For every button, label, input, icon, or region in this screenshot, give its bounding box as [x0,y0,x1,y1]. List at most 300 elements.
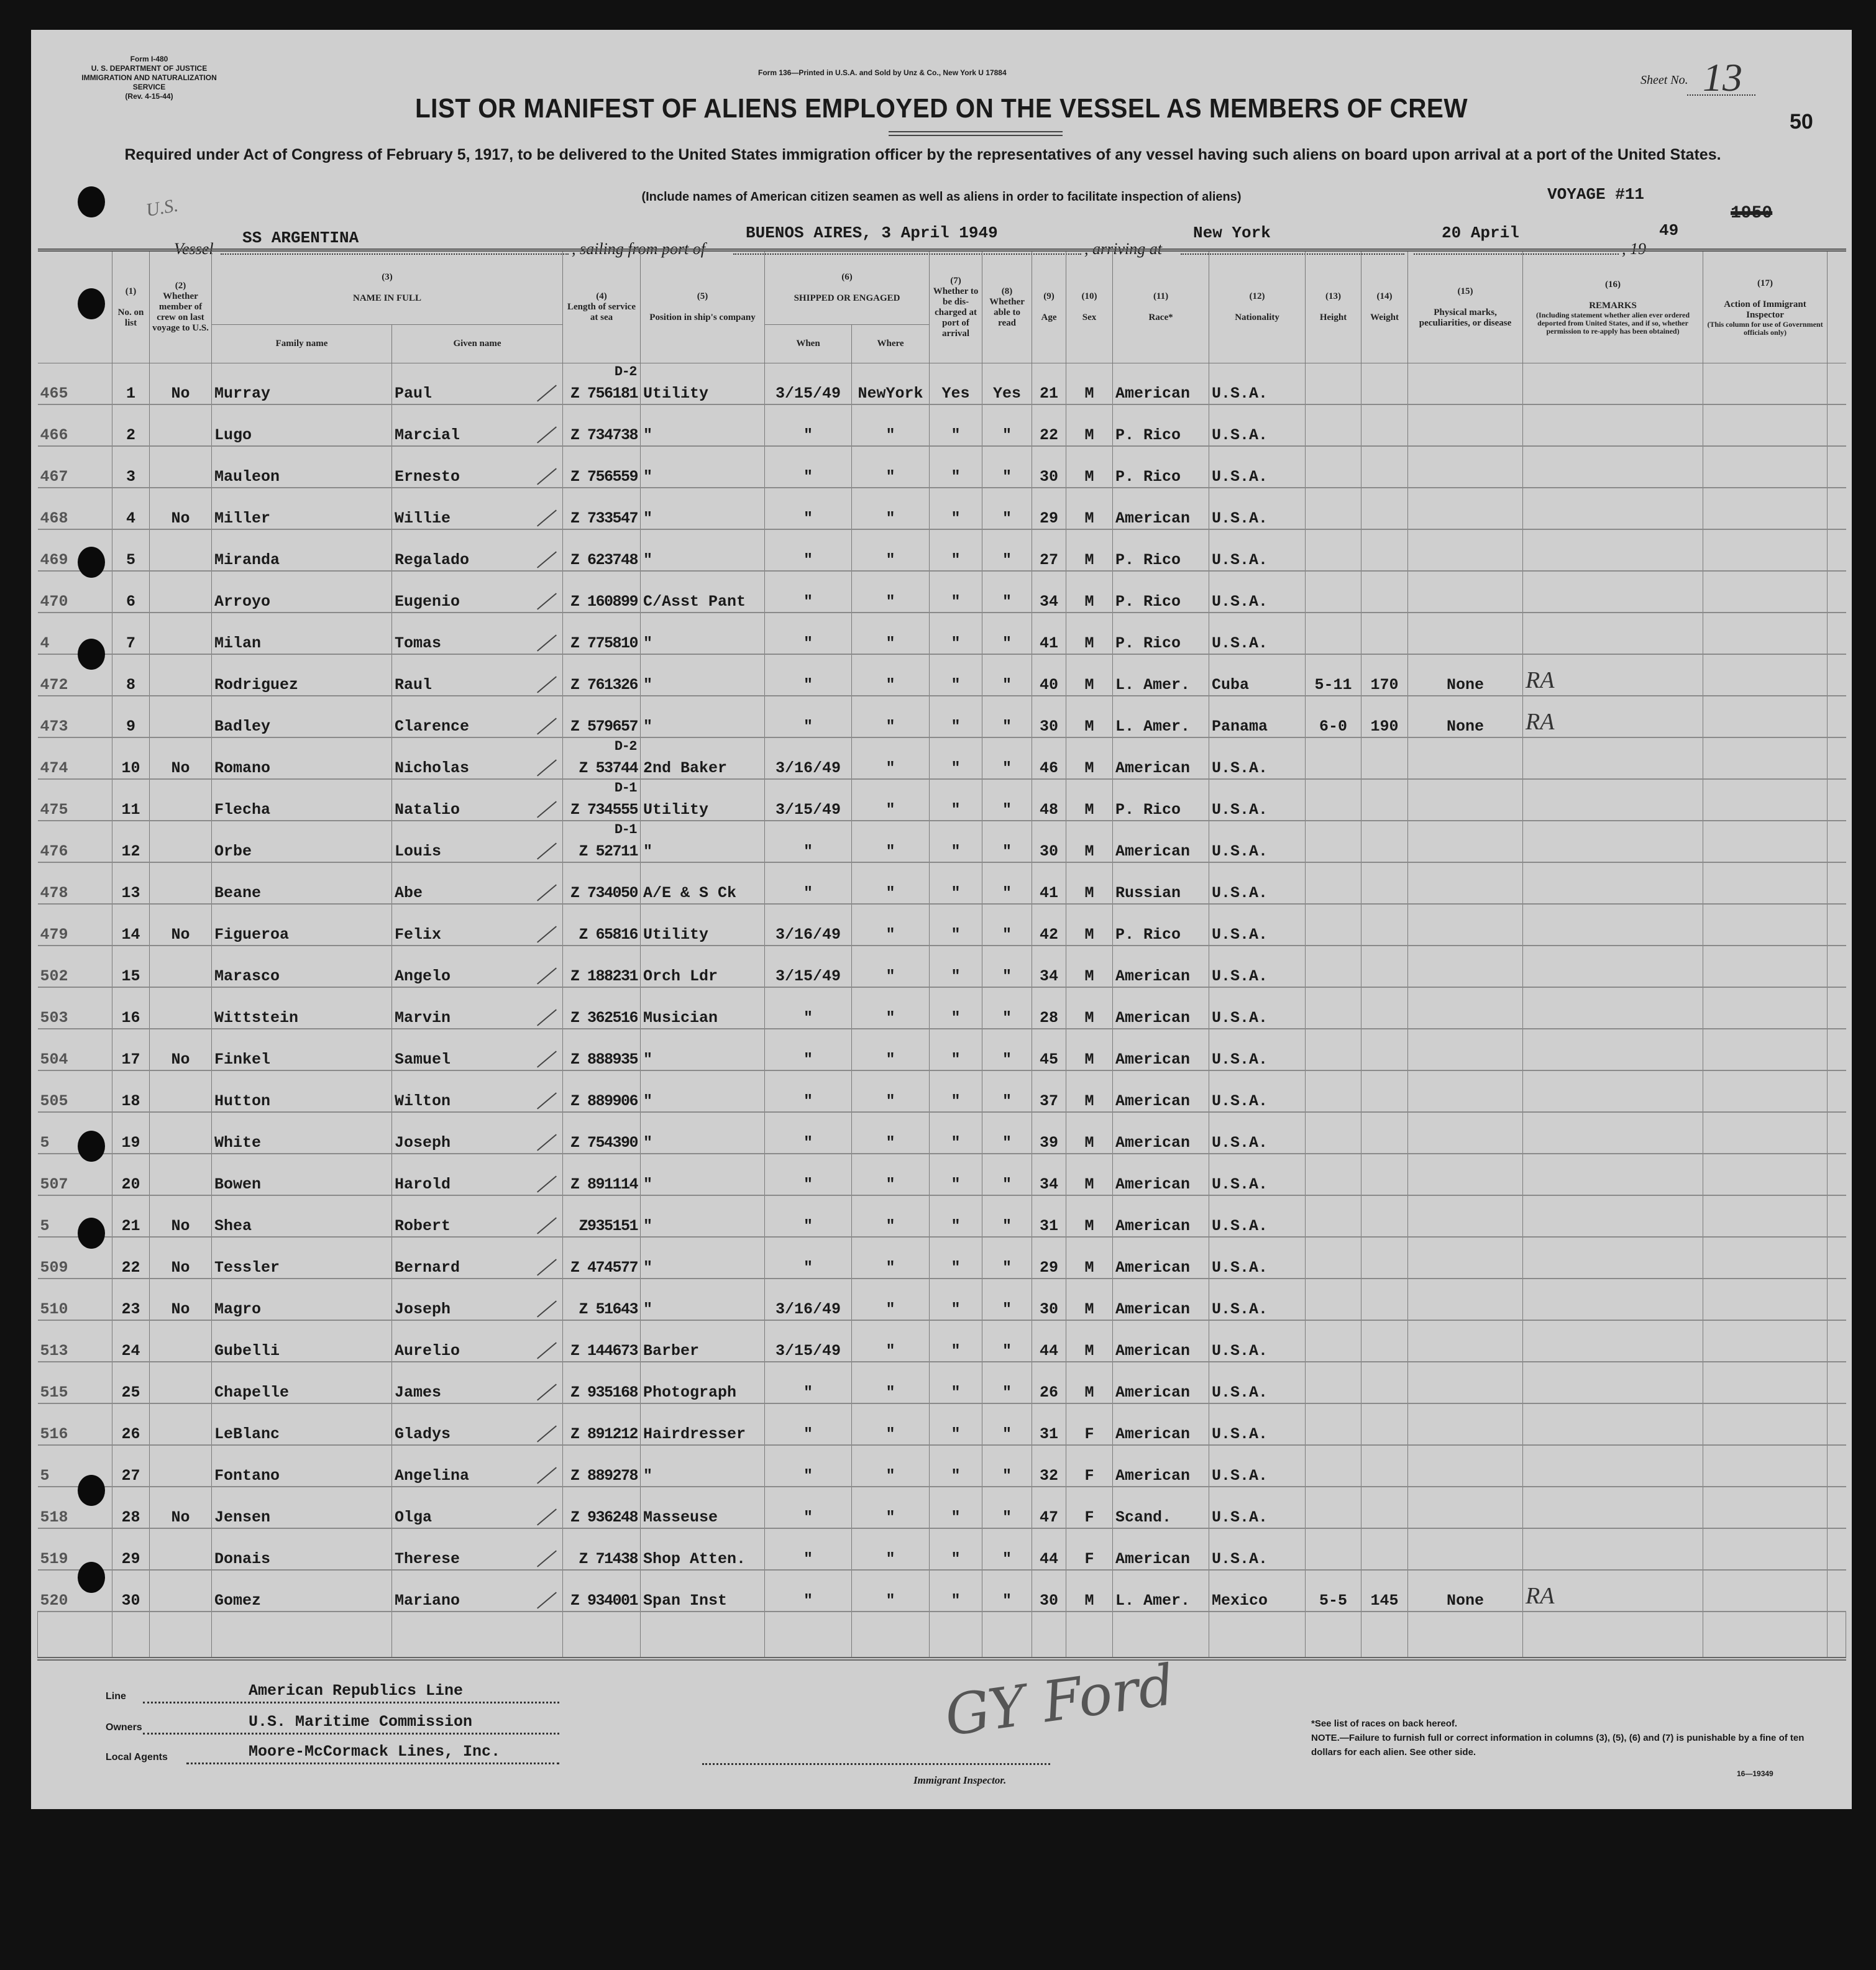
table-row [38,363,1846,405]
shipped-where-cell: " [852,404,930,446]
empty-cell [1113,1612,1209,1659]
shipped-where-cell: " [852,1112,930,1154]
able-to-read-cell: " [982,654,1032,696]
line-number-cell: 5 [38,1112,112,1154]
shipped-where-cell: " [852,1029,930,1070]
inspector-action-cell [1703,862,1828,904]
previous-voyage-cell: No [150,737,212,779]
inspector-action-cell [1703,488,1828,529]
remarks-cell [1523,488,1703,529]
nationality-cell: U.S.A. [1209,488,1306,529]
shipped-where-cell: " [852,654,930,696]
races-note: *See list of races on back hereof. [1311,1718,1458,1729]
blank-cell [1828,1403,1846,1445]
shipped-where-cell: " [852,1279,930,1320]
discharged-cell: " [930,1154,982,1195]
service-number: Z 754390 [570,1134,638,1152]
race-cell: American [1113,1445,1209,1487]
given-name-cell: Gladys [392,1403,563,1445]
service-number: Z 936248 [570,1508,638,1526]
empty-cell [1828,1612,1846,1659]
age-cell: 30 [1032,1570,1066,1612]
weight-cell [1361,488,1408,529]
empty-cell [982,1612,1032,1659]
blank-cell [1828,363,1846,405]
header-discharged: (7) Whether to be dis-charged at port of arrival [930,250,982,363]
sex-cell: M [1066,862,1113,904]
table-row [38,946,1846,987]
age-cell: 21 [1032,363,1066,405]
table-row [38,779,1846,821]
list-number-cell: 4 [112,488,150,529]
shipped-where-cell: " [852,488,930,529]
weight-cell [1361,987,1408,1029]
list-number-cell: 20 [112,1154,150,1195]
service-number-cell [563,946,641,987]
line-number-cell: 468 [38,488,112,529]
service-number-cell [563,737,641,779]
race-cell: American [1113,946,1209,987]
given-name-cell: Therese [392,1528,563,1570]
previous-voyage-cell [150,1070,212,1112]
weight-cell [1361,779,1408,821]
nationality-cell: U.S.A. [1209,529,1306,571]
able-to-read-cell: " [982,446,1032,488]
line-number-cell: 513 [38,1320,112,1362]
height-cell [1306,1195,1361,1237]
shipped-when-cell: " [765,1570,852,1612]
list-number-cell: 3 [112,446,150,488]
family-name-cell: Gubelli [212,1320,392,1362]
position-cell: " [641,1195,765,1237]
family-name-cell: Rodriguez [212,654,392,696]
shipped-when-cell: 3/16/49 [765,1279,852,1320]
able-to-read-cell: " [982,488,1032,529]
nationality-cell: U.S.A. [1209,1279,1306,1320]
remarks-cell [1523,1195,1703,1237]
previous-voyage-cell [150,404,212,446]
blank-cell [1828,696,1846,737]
remarks-cell [1523,404,1703,446]
nationality-cell: Mexico [1209,1570,1306,1612]
include-instruction: (Include names of American citizen seamen as well as aliens in order to facilitate inspection of aliens) [641,190,1242,204]
shipped-when-cell: 3/15/49 [765,946,852,987]
table-row [38,529,1846,571]
inspector-action-cell [1703,987,1828,1029]
height-cell: 6-0 [1306,696,1361,737]
nationality-cell: U.S.A. [1209,446,1306,488]
able-to-read-cell: " [982,1403,1032,1445]
position-cell: " [641,1070,765,1112]
service-number-cell [563,1528,641,1570]
header-sex: (10) Sex [1066,250,1113,363]
remarks-cell [1523,446,1703,488]
sex-cell: M [1066,1320,1113,1362]
service-number-cell [563,654,641,696]
remarks-cell [1523,571,1703,613]
weight-cell [1361,946,1408,987]
shipped-where-cell: " [852,529,930,571]
sex-cell: M [1066,779,1113,821]
position-cell: 2nd Baker [641,737,765,779]
age-cell: 46 [1032,737,1066,779]
race-cell: L. Amer. [1113,654,1209,696]
list-number-cell: 23 [112,1279,150,1320]
discharged-cell: " [930,1403,982,1445]
previous-voyage-cell: No [150,1029,212,1070]
shipped-where-cell: " [852,862,930,904]
family-name-cell: Magro [212,1279,392,1320]
header-weight: (14) Weight [1361,250,1408,363]
list-number-cell: 18 [112,1070,150,1112]
empty-cell [563,1612,641,1659]
race-cell: L. Amer. [1113,696,1209,737]
race-cell: American [1113,1362,1209,1403]
given-name-cell: Angelo [392,946,563,987]
family-name-cell: Mauleon [212,446,392,488]
line-number-cell: 519 [38,1528,112,1570]
family-name-cell: Marasco [212,946,392,987]
blank-cell [1828,488,1846,529]
remarks-cell [1523,654,1703,696]
family-name-cell: LeBlanc [212,1403,392,1445]
able-to-read-cell: " [982,1320,1032,1362]
sailing-from: BUENOS AIRES, 3 April 1949 [746,224,998,242]
nationality-cell: U.S.A. [1209,1362,1306,1403]
height-cell [1306,363,1361,405]
service-number: Z 53744 [579,759,638,777]
height-cell [1306,446,1361,488]
race-cell: L. Amer. [1113,1570,1209,1612]
family-name-cell: Lugo [212,404,392,446]
line-number-cell: 4 [38,613,112,654]
remarks-cell [1523,1237,1703,1279]
weight-cell [1361,1528,1408,1570]
weight-cell [1361,862,1408,904]
nationality-cell: U.S.A. [1209,1154,1306,1195]
shipped-where-cell: " [852,1070,930,1112]
race-cell: P. Rico [1113,779,1209,821]
remarks-cell [1523,1279,1703,1320]
list-number-cell: 11 [112,779,150,821]
list-number-cell: 1 [112,363,150,405]
inspector-label: Immigrant Inspector. [913,1774,1007,1786]
given-name-cell: Regalado [392,529,563,571]
service-number: Z 891114 [570,1175,638,1193]
arriving-label: , arriving at [1084,240,1162,258]
service-number: Z 188231 [570,967,638,985]
sex-cell: M [1066,363,1113,405]
nationality-cell: Cuba [1209,654,1306,696]
shipped-where-cell: " [852,1195,930,1237]
service-name: IMMIGRATION AND NATURALIZATION SERVICE [81,73,217,91]
given-name-cell: Felix [392,904,563,946]
empty-cell [150,1612,212,1659]
shipped-where-cell: " [852,571,930,613]
blank-cell [1828,904,1846,946]
weight-cell: 190 [1361,696,1408,737]
nationality-cell: U.S.A. [1209,737,1306,779]
height-cell [1306,987,1361,1029]
line-number-cell: 502 [38,946,112,987]
service-number-cell [563,1237,641,1279]
family-name-cell: Miranda [212,529,392,571]
blank-cell [1828,613,1846,654]
table-row [38,654,1846,696]
service-number: Z 52711 [579,842,638,860]
previous-voyage-cell: No [150,363,212,405]
able-to-read-cell: " [982,571,1032,613]
physical-marks-cell [1408,1195,1523,1237]
race-cell: American [1113,1403,1209,1445]
discharged-cell: " [930,1112,982,1154]
header-height: (13) Height [1306,250,1361,363]
weight-cell [1361,904,1408,946]
shipped-when-cell: " [765,1403,852,1445]
family-name-cell: Badley [212,696,392,737]
given-name-cell: Mariano [392,1570,563,1612]
height-cell [1306,529,1361,571]
physical-marks-cell [1408,1279,1523,1320]
shipped-when-cell: " [765,488,852,529]
shipped-when-cell: 3/15/49 [765,1320,852,1362]
remarks-cell [1523,946,1703,987]
previous-voyage-cell [150,1528,212,1570]
department: U. S. DEPARTMENT OF JUSTICE [91,64,208,73]
service-number: Z 888935 [570,1051,638,1069]
position-cell: " [641,446,765,488]
table-row [38,404,1846,446]
line-number-cell: 470 [38,571,112,613]
physical-marks-cell [1408,404,1523,446]
race-cell: American [1113,1112,1209,1154]
given-name-cell: Paul [392,363,563,405]
discharged-cell: " [930,1487,982,1528]
form-code: 16—19349 [1737,1769,1773,1778]
inspector-action-cell [1703,613,1828,654]
previous-voyage-cell [150,1445,212,1487]
blank-cell [1828,1195,1846,1237]
service-number-cell [563,1362,641,1403]
position-cell: " [641,654,765,696]
position-cell: " [641,1279,765,1320]
signature-line [702,1763,1050,1765]
header-when: When [765,325,852,363]
given-name-cell: James [392,1362,563,1403]
nationality-cell: Panama [1209,696,1306,737]
service-number: Z 65816 [579,926,638,944]
empty-cell [1032,1612,1066,1659]
family-name-cell: Figueroa [212,904,392,946]
nationality-cell: U.S.A. [1209,821,1306,862]
empty-cell [930,1612,982,1659]
shipped-where-cell: " [852,1528,930,1570]
family-name-cell: Fontano [212,1445,392,1487]
discharged-cell: " [930,904,982,946]
blank-cell [1828,446,1846,488]
empty-cell [392,1612,563,1659]
header-race: (11) Race* [1113,250,1209,363]
blank-cell [1828,1528,1846,1570]
height-cell [1306,1487,1361,1528]
able-to-read-cell: " [982,613,1032,654]
blank-cell [1828,779,1846,821]
able-to-read-cell: " [982,1195,1032,1237]
nationality-cell: U.S.A. [1209,1528,1306,1570]
table-row [38,1445,1846,1487]
race-cell: P. Rico [1113,613,1209,654]
family-name-cell: Bowen [212,1154,392,1195]
crew-manifest-table [37,249,1846,1661]
weight-cell [1361,529,1408,571]
owners: U.S. Maritime Commission [249,1713,473,1731]
list-number-cell: 15 [112,946,150,987]
list-number-cell: 13 [112,862,150,904]
dotted-line [143,1702,559,1703]
line-number-cell: 473 [38,696,112,737]
sex-cell: M [1066,1279,1113,1320]
weight-cell [1361,737,1408,779]
shipped-when-cell: " [765,613,852,654]
shipped-where-cell: " [852,1320,930,1362]
table-row [38,737,1846,779]
physical-marks-cell: None [1408,1570,1523,1612]
race-cell: Scand. [1113,1487,1209,1528]
empty-cell [765,1612,852,1659]
shipped-when-cell: 3/15/49 [765,363,852,405]
table-row [38,987,1846,1029]
inspector-action-cell [1703,1487,1828,1528]
weight-cell [1361,1237,1408,1279]
sex-cell: M [1066,613,1113,654]
vessel-name: SS ARGENTINA [242,229,359,247]
family-name-cell: Jensen [212,1487,392,1528]
physical-marks-cell [1408,737,1523,779]
shipped-when-cell: " [765,1195,852,1237]
shipped-where-cell: " [852,1570,930,1612]
shipped-when-cell: " [765,1112,852,1154]
position-cell: " [641,1237,765,1279]
line-number-cell: 467 [38,446,112,488]
shipped-when-cell: " [765,1237,852,1279]
family-name-cell: Hutton [212,1070,392,1112]
able-to-read-cell: " [982,529,1032,571]
previous-voyage-cell [150,821,212,862]
shipped-when-cell: " [765,696,852,737]
blank-cell [1828,946,1846,987]
line-number-cell: 516 [38,1403,112,1445]
blank-cell [1828,1237,1846,1279]
inspector-action-cell [1703,821,1828,862]
empty-cell [1209,1612,1306,1659]
weight-cell: 145 [1361,1570,1408,1612]
footnote [1311,1717,1808,1759]
weight-cell [1361,1029,1408,1070]
physical-marks-cell: None [1408,654,1523,696]
sex-cell: M [1066,571,1113,613]
discharged-cell: " [930,1195,982,1237]
punch-hole [78,186,105,217]
position-cell: Utility [641,779,765,821]
physical-marks-cell [1408,779,1523,821]
race-cell: American [1113,1237,1209,1279]
given-name-cell: Samuel [392,1029,563,1070]
shipped-when-cell: " [765,1528,852,1570]
table-row [38,862,1846,904]
previous-voyage-cell: No [150,904,212,946]
page-stamp: 50 [1790,110,1813,134]
discharged-cell: " [930,571,982,613]
height-cell: 5-11 [1306,654,1361,696]
crossed-out-number: 1950 [1731,204,1773,223]
position-cell: " [641,696,765,737]
table-row [38,1154,1846,1195]
shipped-when-cell: " [765,654,852,696]
height-cell [1306,1528,1361,1570]
given-name-cell: Willie [392,488,563,529]
position-cell: A/E & S Ck [641,862,765,904]
physical-marks-cell [1408,446,1523,488]
race-cell: P. Rico [1113,446,1209,488]
race-cell: P. Rico [1113,571,1209,613]
header-name-in-full: (3) NAME IN FULL [212,250,563,325]
physical-marks-cell [1408,613,1523,654]
age-cell: 34 [1032,1154,1066,1195]
position-cell: Utility [641,904,765,946]
list-number-cell: 16 [112,987,150,1029]
table-row [38,821,1846,862]
discharged-cell: " [930,654,982,696]
shipped-where-cell: " [852,904,930,946]
empty-cell [852,1612,930,1659]
service-number-cell [563,1570,641,1612]
service-number-cell [563,779,641,821]
service-number-cell [563,1403,641,1445]
agents-label: Local Agents [106,1752,168,1763]
able-to-read-cell: " [982,904,1032,946]
inspector-action-cell [1703,1570,1828,1612]
handwritten-remark: RA [1526,1583,1555,1609]
line-number-cell: 465 [38,363,112,405]
height-cell [1306,1320,1361,1362]
given-name-cell: Eugenio [392,571,563,613]
blank-cell [1828,571,1846,613]
service-number-cell [563,987,641,1029]
service-number: Z 734738 [570,426,638,444]
list-number-cell: 27 [112,1445,150,1487]
weight-cell [1361,1320,1408,1362]
arriving-at: New York [1193,224,1271,242]
previous-voyage-cell [150,1403,212,1445]
table-row [38,696,1846,737]
header-physical-marks: (15) Physical marks, peculiarities, or disease [1408,250,1523,363]
sex-cell: M [1066,488,1113,529]
form-number: Form I-480 [130,55,168,63]
punch-hole [78,547,105,578]
remarks-cell [1523,696,1703,737]
table-row [38,904,1846,946]
blank-cell [1828,1279,1846,1320]
service-number: Z 734555 [570,801,638,819]
table-row [38,1403,1846,1445]
nationality-cell: U.S.A. [1209,1237,1306,1279]
list-number-cell: 26 [112,1403,150,1445]
empty-cell [1408,1612,1523,1659]
nationality-cell: U.S.A. [1209,363,1306,405]
header-remarks: (16) REMARKS (Including statement whether alien ever ordered deported from United States, and if so, whether permission to re-apply has been obtained) [1523,250,1703,363]
service-number-cell [563,404,641,446]
race-cell: American [1113,737,1209,779]
